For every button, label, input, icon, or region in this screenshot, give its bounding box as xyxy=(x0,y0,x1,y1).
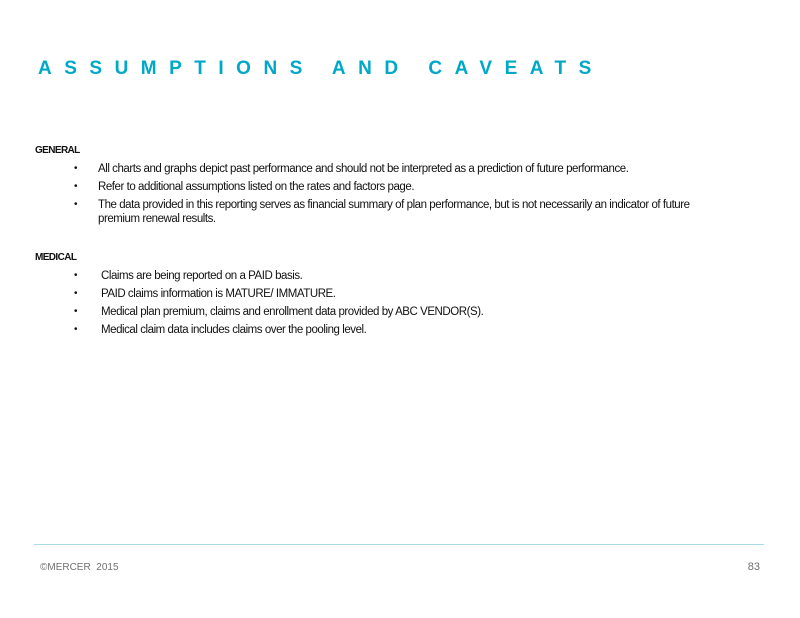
bullet-icon: • xyxy=(74,270,78,281)
bullet-icon: • xyxy=(74,199,78,210)
bullet-icon: • xyxy=(74,181,78,192)
general-heading: GENERAL xyxy=(35,145,80,156)
list-item-text: The data provided in this reporting serves as financial summary of plan performance, but is not necessarily an indicator of future premium renewal results. xyxy=(98,199,690,225)
list-item xyxy=(74,323,724,337)
general-bullet-list xyxy=(74,162,724,230)
bullet-icon: • xyxy=(74,288,78,299)
footer-divider xyxy=(34,544,764,545)
list-item xyxy=(74,180,724,194)
page-title: ASSUMPTIONS AND CAVEATS xyxy=(38,58,604,79)
list-item-text: Refer to additional assumptions listed on the rates and factors page. xyxy=(98,181,415,193)
list-item-text: PAID claims information is MATURE/ IMMATURE. xyxy=(101,288,336,300)
list-item xyxy=(74,287,724,301)
list-item xyxy=(74,198,724,226)
bullet-icon: • xyxy=(74,306,78,317)
list-item xyxy=(74,269,724,283)
page-number: 83 xyxy=(747,561,760,573)
list-item xyxy=(74,305,724,319)
list-item-text: Claims are being reported on a PAID basis. xyxy=(101,270,303,282)
list-item-text: Medical claim data includes claims over the pooling level. xyxy=(101,324,367,336)
list-item-text: Medical plan premium, claims and enrollment data provided by ABC VENDOR(S). xyxy=(101,306,484,318)
list-item-text: All charts and graphs depict past performance and should not be interpreted as a prediction of future performance. xyxy=(98,163,629,175)
medical-bullet-list xyxy=(74,269,724,341)
bullet-icon: • xyxy=(74,324,78,335)
list-item xyxy=(74,162,724,176)
medical-heading: MEDICAL xyxy=(35,252,77,263)
bullet-icon: • xyxy=(74,163,78,174)
copyright-text: ©MERCER 2015 xyxy=(40,562,119,573)
